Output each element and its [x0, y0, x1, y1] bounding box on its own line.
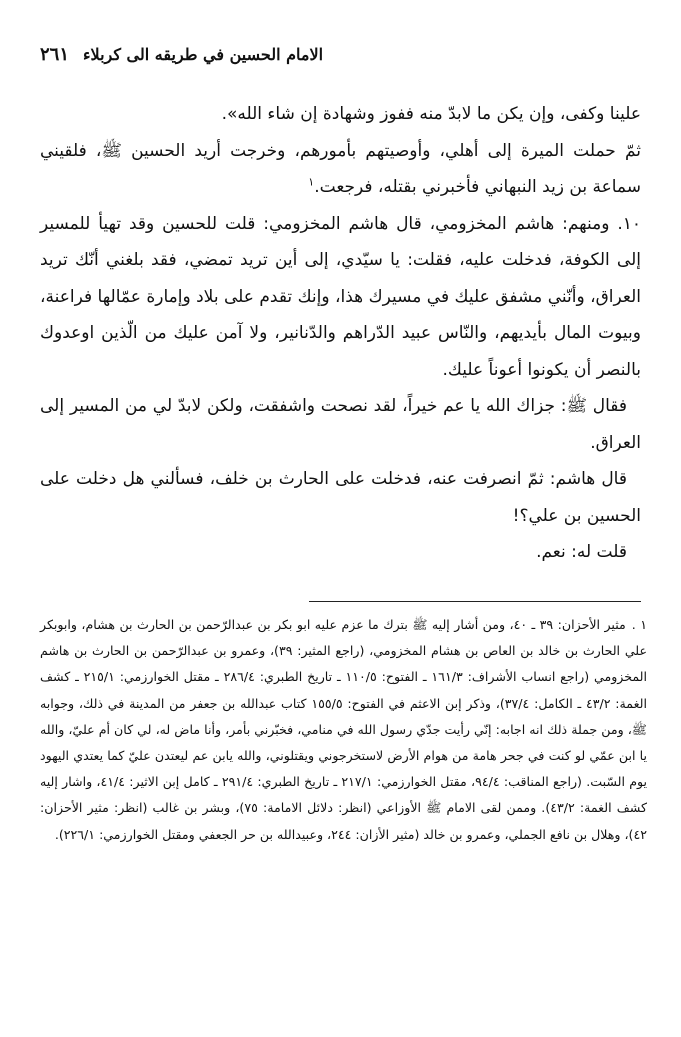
- footnote-text: مثير الأحزان: ٣٩ ـ ٤٠، ومن أشار إليه ﷺ بترك ما عزم عليه ابو بكر بن عبدالرّحمن بن الحارث بن هشام، وابوبكر علي الحارث بن خالد بن العاص بن هشام المخزومي، (راجع المثير: ٣٩)، وعمرو بن عبدالرّحمن بن الحارث بن هاشم المخزومي (راجع انساب الأشراف: ١٦١/٣ ـ الفتوح: ١١٠/٥ ـ تاريخ الطبري: ٢٨٦/٤ ـ مقتل الخوارزمي: ٢١٥/١ ـ كشف الغمة: ٤٣/٢ ـ الكامل: ٣٧/٤)، وذكر إبن الاعثم في الفتوح: ١٥٥/٥ كتاب عبدالله بن جعفر من المدينة في ذلك، وجوابه ﷺ، ومن جملة ذلك انه اجابه: إنّي رأيت جدّي رسول الله في منامي، فخبّرني بأمر، وأنا ماض له، لي كان أم عليّ، والله يا ابن عمّي لو كنت في جحر هامة من هوام الأرض لاستخرجوني ويقتلوني، والله يابن عم ليعتدن عليّ كما يعتدي اليهود يوم السّبت. (راجع المناقب: ٩٤/٤، مقتل الخوارزمي: ٢١٧/١ ـ تاريخ الطبري: ٢٩١/٤ ـ كامل إبن الاثير: ٤١/٤، واشار إليه كشف الغمة: ٤٣/٢). وممن لقى الامام ﷺ الأوزاعي (انظر: دلائل الامامة: ٧٥)، وبشر بن غالب (انظر: مثير الأحزان: ٤٢)، وهلال بن نافع الجملي، وعمرو بن خالد (مثير الأزان: ٢٤٤، وعبيدالله بن حر الجعفي ومقتل الخوارزمي: ٢٢٦/١).: [40, 617, 648, 842]
- paragraph-text: ثمّ حملت الميرة إلى أهلي، وأوصيتهم بأمورهم، وخرجت أريد الحسين ﷺ، فلقيني سماعة بن زيد النبهاني فأخبرني بقتله، فرجعت.: [40, 140, 641, 197]
- paragraph: ١٠. ومنهم: هاشم المخزومي، قال هاشم المخزومي: قلت للحسين وقد تهيأ للمسير إلى الكوفة، فدخلت عليه، فقلت: يا سيّدي، إلى أين تريد تمضي، فقد بلغني أنّك تريد العراق، وأنّني مشفق عليك في مسيرك هذا، وإنك تقدم على بلاد وإمارة عمّالها فراعنة، وبيوت المال بأيديهم، والنّاس عبيد الدّراهم والدّنانير، ولا آمن عليك من الّذين اوعدوك بالنصر أن يكونوا أعوناً عليك.: [40, 213, 641, 380]
- paragraph: [40, 133, 641, 206]
- paragraph: فقال ﷺ: جزاك الله يا عم خيراً، لقد نصحت واشفقت، ولكن لابدّ لي من المسير إلى العراق.: [40, 396, 641, 453]
- paragraph: قلت له: نعم.: [536, 542, 627, 562]
- footnote-reference: ١: [308, 175, 315, 189]
- footnote-paragraph: [40, 612, 647, 848]
- paragraph: علينا وكفى، وإن يكن ما لابدّ منه ففوز وشهادة إن شاء الله».: [221, 104, 641, 124]
- footnote-separator: [309, 601, 641, 602]
- header-title: الامام الحسين في طريقه الى كربلاء: [83, 44, 324, 64]
- page-number: ٢٦١: [40, 43, 70, 65]
- running-header: [40, 40, 641, 68]
- footnote: [40, 612, 647, 848]
- paragraph: قال هاشم: ثمّ انصرفت عنه، فدخلت على الحارث بن خلف، فسألني هل دخلت على الحسين بن علي؟!: [40, 469, 641, 526]
- main-text: [40, 96, 641, 571]
- footnote-number: ١ .: [631, 617, 647, 632]
